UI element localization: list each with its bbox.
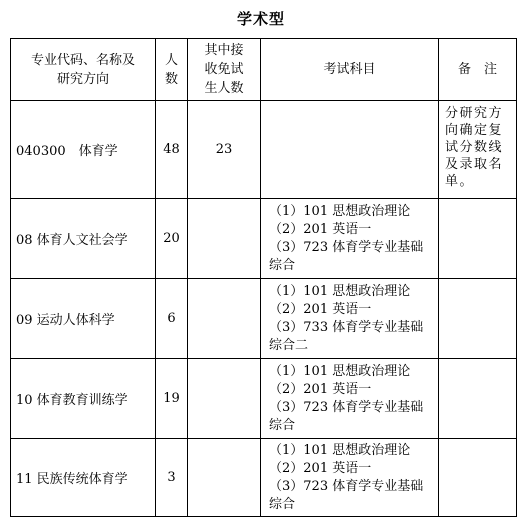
admissions-table — [10, 38, 517, 517]
header-count — [156, 39, 188, 101]
table-row — [11, 439, 517, 517]
exempt-cell — [188, 359, 261, 439]
exam-subject: 综合 — [269, 257, 296, 273]
exempt-cell — [188, 199, 261, 279]
exempt-cell: 23 — [188, 101, 261, 199]
note-cell — [439, 199, 517, 279]
exam-subject: （2）201 英语一 — [269, 221, 372, 237]
exam-subject: 综合二 — [269, 337, 309, 353]
count-cell: 3 — [156, 439, 188, 517]
major-name-cell: 040300 体育学 — [11, 101, 156, 199]
table-row-major — [11, 101, 517, 199]
exam-subject: （2）201 英语一 — [269, 460, 372, 476]
table-header-row — [11, 39, 517, 101]
exam-cell — [261, 101, 439, 199]
header-exam: 考试科目 — [261, 39, 439, 101]
count-cell: 6 — [156, 279, 188, 359]
note-cell — [439, 359, 517, 439]
table-row — [11, 359, 517, 439]
header-exempt — [188, 39, 261, 101]
header-count-line: 数 — [164, 71, 178, 87]
note-cell: 分研究方向确定复试分数线及录取名单。 — [439, 101, 517, 199]
header-note: 备 注 — [439, 39, 517, 101]
exam-subject: （1）101 思想政治理论 — [269, 203, 411, 219]
exam-subject: （3）723 体育学专业基础 — [269, 399, 424, 415]
table-row — [11, 199, 517, 279]
header-exempt-line: 收免试 — [204, 62, 244, 77]
direction-name-cell: 11 民族传统体育学 — [11, 439, 156, 517]
exam-cell — [261, 359, 439, 439]
exam-subject: （1）101 思想政治理论 — [269, 363, 411, 379]
exam-cell — [261, 279, 439, 359]
exam-cell — [261, 199, 439, 279]
exempt-cell — [188, 439, 261, 517]
exam-subject: （3）723 体育学专业基础 — [269, 239, 424, 255]
header-major — [11, 39, 156, 101]
exam-subject: 综合 — [269, 417, 296, 433]
exam-subject: （3）733 体育学专业基础 — [269, 319, 424, 335]
header-major-line: 专业代码、名称及 — [30, 52, 135, 68]
header-count-line: 人 — [164, 52, 178, 68]
exam-subject: （1）101 思想政治理论 — [269, 283, 411, 299]
page-title: 学术型 — [236, 10, 285, 28]
count-cell: 20 — [156, 199, 188, 279]
direction-name-cell: 09 运动人体科学 — [11, 279, 156, 359]
exam-subject: （2）201 英语一 — [269, 381, 372, 397]
table-row — [11, 279, 517, 359]
exam-subject: （3）723 体育学专业基础 — [269, 478, 424, 494]
exempt-cell — [188, 279, 261, 359]
direction-name-cell: 08 体育人文社会学 — [11, 199, 156, 279]
exam-subject: （2）201 英语一 — [269, 301, 372, 317]
note-cell — [439, 439, 517, 517]
header-major-line: 研究方向 — [56, 71, 109, 87]
header-exempt-line: 其中接 — [204, 43, 244, 58]
direction-name-cell: 10 体育教育训练学 — [11, 359, 156, 439]
note-cell — [439, 279, 517, 359]
header-exempt-line: 生人数 — [204, 81, 244, 96]
exam-subject: （1）101 思想政治理论 — [269, 442, 411, 458]
count-cell: 48 — [156, 101, 188, 199]
exam-cell — [261, 439, 439, 517]
count-cell: 19 — [156, 359, 188, 439]
exam-subject: 综合 — [269, 496, 296, 512]
